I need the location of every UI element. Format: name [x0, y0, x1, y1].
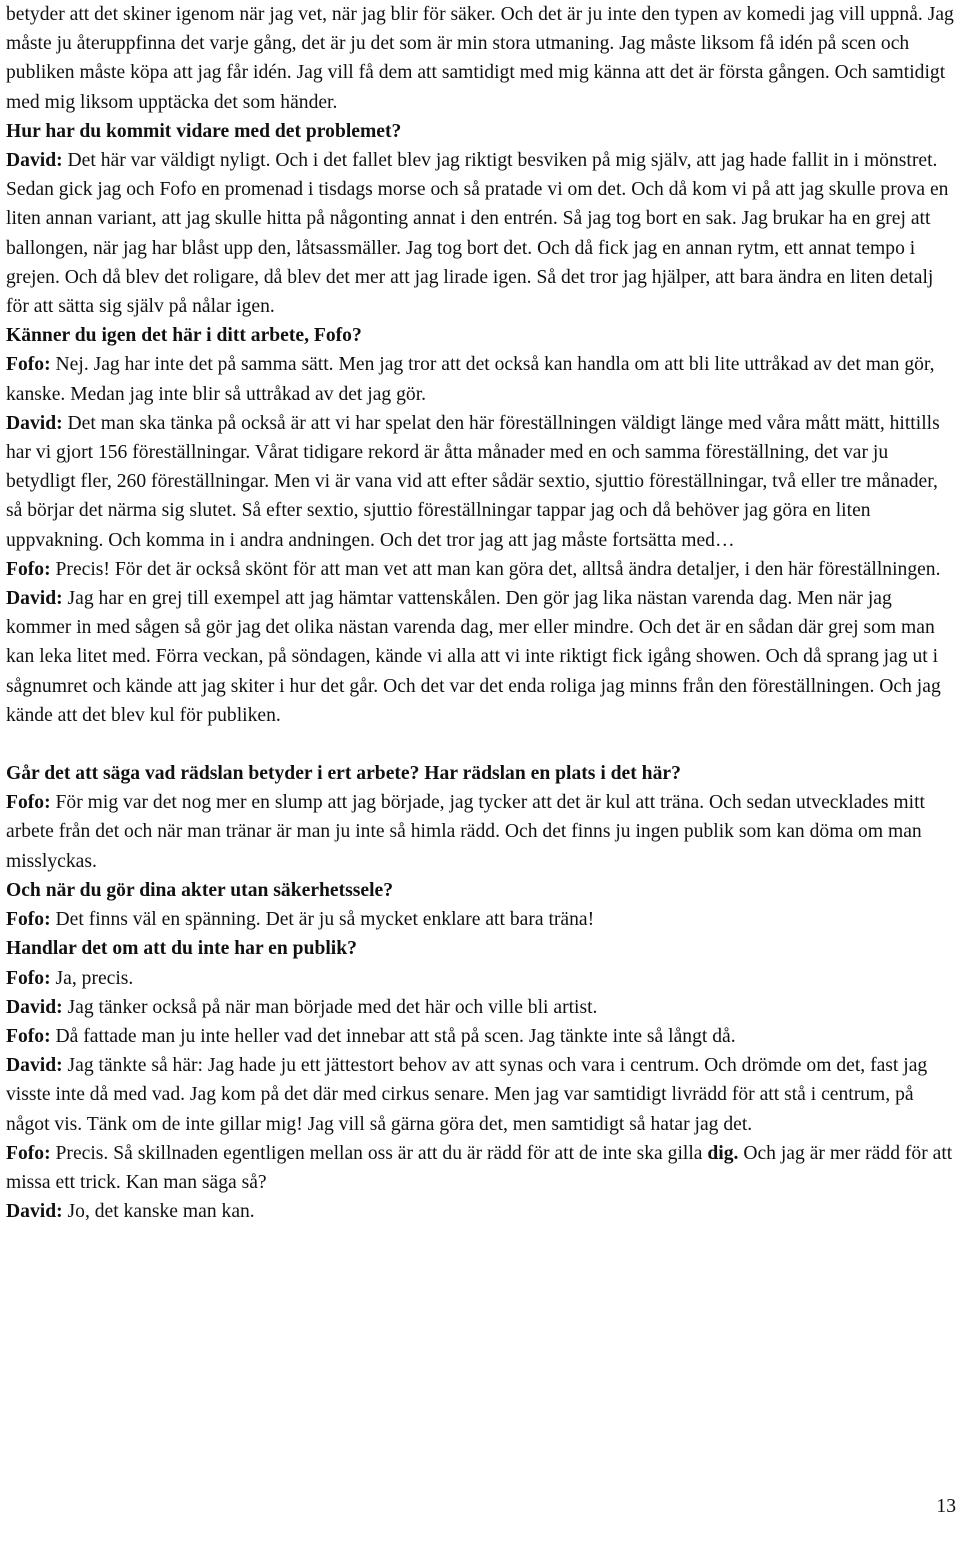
speech-text-tail: Och jag är mer rädd för att missa ett trick. Kan man säga så?: [6, 1142, 953, 1193]
speech-paragraph: [6, 146, 954, 321]
speaker-label: David:: [6, 1201, 63, 1223]
speech-paragraph: [6, 1197, 954, 1226]
speech-paragraph: [6, 1139, 954, 1197]
document-page: [6, 0, 954, 1226]
speech-text: Jag tänkte så här: Jag hade ju ett jättestort behov av att synas och vara i centrum. Och drömde om det, fast jag visste inte då med vad. Jag kom på det där med cirkus senare. Men jag var samtidigt livrädd för att stå i centrum, på något vis. Tänk om de inte gillar mig! Jag vill så gärna göra det, men samtidigt så hatar jag det.: [6, 1055, 928, 1135]
speech-text: Ja, precis.: [50, 967, 134, 989]
speech-text: Det här var väldigt nyligt. Och i det fallet blev jag riktigt besviken på mig själv, att jag hade fallit in i mönstret. Sedan gick jag och Fofo en promenad i tisdags morse och så pratade vi om det. Och då kom vi på att jag skulle prova en liten annan variant, att jag skulle hitta på någonting annat i den entrén. Så jag tog bort en sak. Jag brukar ha en grej att ballongen, när jag har blåst upp den, låtsassmäller. Jag tog bort det. Och då fick jag en annan rytm, ett annat tempo i grejen. Och då blev det roligare, då blev det mer att jag lirade igen. Så det tror jag hjälper, att bara ändra en liten detalj för att sätta sig själv på nålar igen.: [6, 150, 949, 318]
speaker-label: Fofo:: [6, 1025, 51, 1047]
interview-question: Känner du igen det här i ditt arbete, Fofo?: [6, 325, 362, 347]
speaker-label: David:: [6, 412, 63, 434]
speech-paragraph: [6, 964, 954, 993]
speech-text: Det finns väl en spänning. Det är ju så mycket enklare att bara träna!: [50, 909, 595, 931]
interview-question: Handlar det om att du inte har en publik?: [6, 938, 357, 960]
speech-paragraph: [6, 1051, 954, 1139]
speech-paragraph: [6, 905, 954, 934]
page-number: 13: [936, 1496, 956, 1517]
speech-text: För mig var det nog mer en slump att jag började, jag tycker att det är kul att träna. Och sedan utvecklades mitt arbete från det och när man tränar är man ju inte så himla rädd. Och det finns ju ingen publik som kan döma om man misslyckas.: [6, 792, 925, 872]
speech-text: Nej. Jag har inte det på samma sätt. Men jag tror att det också kan handla om att bli lite uttråkad av det man gör, kanske. Medan jag inte blir så uttråkad av det jag gör.: [6, 354, 935, 405]
speaker-label: Fofo:: [6, 354, 51, 376]
speech-text: Då fattade man ju inte heller vad det innebar att stå på scen. Jag tänkte inte så långt då.: [50, 1025, 736, 1047]
speech-text: Precis! För det är också skönt för att man vet att man kan göra det, alltså ändra detaljer, i den här föreställningen.: [50, 558, 941, 580]
speaker-label: David:: [6, 150, 63, 172]
speech-paragraph: [6, 993, 954, 1022]
emphasized-word: dig.: [707, 1142, 739, 1164]
speech-text: Precis. Så skillnaden egentligen mellan oss är att du är rädd för att de inte ska gilla: [50, 1142, 708, 1164]
speech-paragraph: [6, 350, 954, 408]
speech-paragraph: [6, 1022, 954, 1051]
speaker-label: David:: [6, 588, 63, 610]
speech-text: Jo, det kanske man kan.: [62, 1201, 255, 1223]
speech-paragraph: [6, 555, 954, 584]
speaker-label: Fofo:: [6, 967, 51, 989]
speaker-label: David:: [6, 1055, 63, 1077]
speaker-label: Fofo:: [6, 909, 51, 931]
interview-question: Och när du gör dina akter utan säkerhetssele?: [6, 879, 394, 901]
speech-text: Det man ska tänka på också är att vi har spelat den här föreställningen väldigt länge med våra mått mätt, hittills har vi gjort 156 föreställningar. Vårat tidigare rekord är åtta månader med en och samma föreställning, det var ju betydligt fler, 260 föreställningar. Men vi är vana vid att efter sådär sextio, sjuttio föreställningar, två eller tre månader, så börjar det närma sig slutet. Så efter sextio, sjuttio föreställningar tappar jag och då behöver jag göra en liten uppvakning. Och komma in i andra andningen. Och det tror jag att jag måste fortsätta med…: [6, 412, 940, 551]
speaker-label: Fofo:: [6, 792, 51, 814]
speech-paragraph: [6, 788, 954, 876]
speech-paragraph: [6, 409, 954, 555]
interview-question: Hur har du kommit vidare med det problemet?: [6, 120, 402, 142]
interview-question: Går det att säga vad rädslan betyder i ert arbete? Har rädslan en plats i det här?: [6, 763, 681, 785]
speech-text: Jag har en grej till exempel att jag hämtar vattenskålen. Den gör jag lika nästan varenda dag. Men när jag kommer in med sågen så gör jag det olika nästan varenda dag, mer eller mindre. Och det är en sådan där grej som man kan leka litet med. Förra veckan, på söndagen, kände vi alla att vi inte riktigt fick igång showen. Och då sprang jag ut i sågnumret och kände att jag skiter i hur det går. Och det var det enda roliga jag minns från den föreställningen. Och jag kände att det blev kul för publiken.: [6, 588, 941, 726]
speaker-label: David:: [6, 996, 63, 1018]
paragraph: betyder att det skiner igenom när jag vet, när jag blir för säker. Och det är ju inte den typen av komedi jag vill uppnå. Jag måste ju återuppfinna det varje gång, det är ju det som är min stora utmaning. Jag måste liksom få idén på scen och publiken måste köpa att jag får idén. Jag vill få dem att samtidigt med mig känna att det är första gången. Och samtidigt med mig liksom upptäcka det som händer.: [6, 4, 954, 113]
speaker-label: Fofo:: [6, 1142, 51, 1164]
speech-text: Jag tänker också på när man började med det här och ville bli artist.: [62, 996, 598, 1018]
speaker-label: Fofo:: [6, 558, 51, 580]
speech-paragraph: [6, 584, 954, 730]
paragraph-gap: [6, 730, 954, 759]
